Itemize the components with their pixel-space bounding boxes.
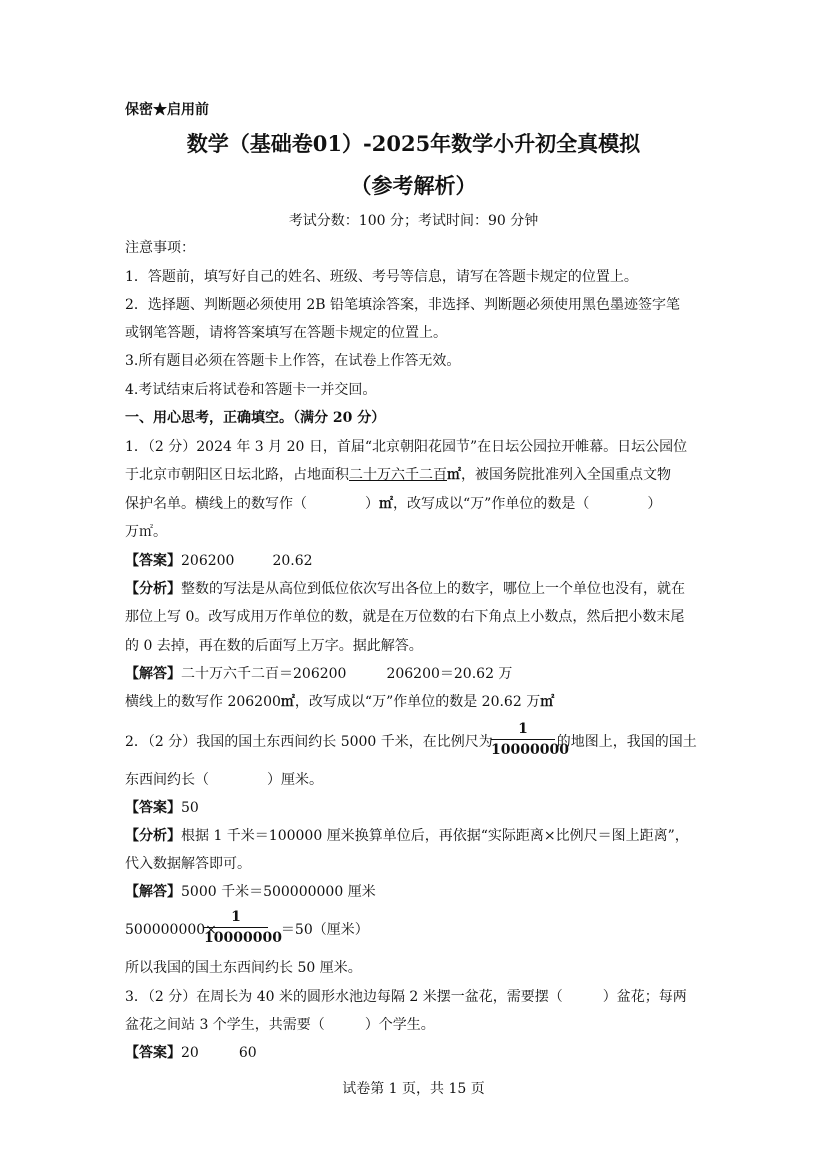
q3-answer — [125, 1043, 257, 1063]
q2-answer-value: 50 — [181, 800, 199, 816]
q3-answer-2: 60 — [238, 1045, 257, 1061]
q1-analysis-line3: 的 0 去掉，再在数的后面写上万字。据此解答。 — [125, 638, 423, 654]
q1-analysis-label: 【分析】 — [125, 581, 181, 597]
notice-item-2-line2: 或钢笔答题，请将答案填写在答题卡规定的位置上。 — [125, 325, 447, 341]
notice-item-4: 4.考试结束后将试卷和答题卡一并交回。 — [125, 382, 377, 398]
q1-conclusion-a: 横线上的数写作 206200 — [125, 694, 281, 710]
q1-solution-label: 【解答】 — [125, 666, 181, 682]
q2-line2-text-a: 东西间约长（ — [125, 772, 209, 788]
q1-line3: 保护名单。横线上的数写作（ ）㎡，改写成以“万”作单位的数是（ ） — [125, 496, 662, 512]
q2-answer-label: 【答案】 — [125, 800, 181, 816]
q2-calc-fraction-bar — [204, 927, 268, 928]
page-title: 数学（基础卷01）-2025年数学小升初全真模拟 — [186, 131, 641, 156]
q2-line1-text-a: 2．（2 分）我国的国土东西间约长 5000 千米，在比例尺为 — [125, 734, 493, 750]
q1-conclusion — [125, 692, 554, 712]
q2-line2 — [125, 770, 323, 790]
q1-conclusion-b: ，改写成以“万”作单位的数是 20.62 万 — [294, 694, 541, 710]
q1-solution-b: 206200＝20.62 万 — [386, 666, 513, 682]
q1-line2-text-a: 于北京市朝阳区日坛北路，占地面积 — [125, 467, 349, 483]
q2-calc-a: 500000000× — [125, 922, 217, 938]
q1-line2-text-b: ，被国务院批准列入全国重点文物 — [461, 467, 671, 483]
q2-solution-text: 5000 千米＝500000000 厘米 — [181, 884, 376, 900]
q1-line3-text-b: ，改写成以“万”作单位的数是（ — [393, 496, 590, 512]
q2-solution-label: 【解答】 — [125, 884, 181, 900]
q1-line2 — [125, 465, 671, 485]
q3-line2-text-b: ）个学生。 — [364, 1017, 435, 1033]
page-subtitle: （参考解析） — [350, 173, 477, 198]
section-heading: 一、用心思考，正确填空。（满分 20 分） — [125, 410, 386, 426]
q2-answer — [125, 798, 199, 818]
q1-line3-text-a: 保护名单。横线上的数写作（ — [125, 496, 307, 512]
page-footer: 试卷第 1 页，共 15 页 — [342, 1081, 485, 1097]
q1-analysis-text1: 整数的写法是从高位到低位依次写出各位上的数字，哪位上一个单位也没有，就在 — [181, 581, 685, 597]
q2-solution — [125, 882, 376, 902]
q1-solution-a: 二十万六千二百＝206200 — [181, 666, 347, 682]
q1-analysis-line1 — [125, 579, 685, 599]
q2-calc-denominator: 10000000 — [204, 930, 282, 946]
q2-analysis-line1 — [125, 826, 689, 846]
q1-answer — [125, 551, 313, 571]
q1-line1: 1．（2 分）2024 年 3 月 20 日，首届“北京朝阳花园节”在日坛公园拉开帷幕。日坛公园位 — [125, 439, 688, 455]
q2-line2-text-b: ）厘米。 — [267, 772, 323, 788]
q3-line1-text-b: ）盆花；每两 — [602, 989, 687, 1005]
notice-item-1: 1．答题前，填写好自己的姓名、班级、考号等信息，请写在答题卡规定的位置上。 — [125, 269, 638, 285]
q2-line1-text-b: 的地图上，我国的国土 — [556, 734, 697, 750]
q2-analysis-text1: 根据 1 千米＝100000 厘米换算单位后，再依据“实际距离×比例尺＝图上距离”， — [181, 828, 689, 844]
q3-line2 — [125, 1015, 435, 1035]
q3-answer-label: 【答案】 — [125, 1045, 181, 1061]
q2-fraction-denominator: 10000000 — [491, 742, 569, 758]
exam-info: 考试分数：100 分；考试时间：90 分钟 — [288, 213, 539, 229]
notice-item-2-line1: 2．选择题、判断题必须使用 2B 铅笔填涂答案，非选择、判断题必须使用黑色墨迹签字笔 — [125, 297, 681, 313]
q1-line4: 万㎡。 — [125, 524, 167, 540]
q2-line1 — [125, 732, 697, 752]
q1-line3-unit: ㎡ — [379, 496, 393, 512]
q1-analysis-line2: 那位上写 0。改写成用万作单位的数，就是在万位数的右下角点上小数点，然后把小数末尾 — [125, 609, 685, 625]
q1-answer-label: 【答案】 — [125, 553, 181, 569]
q3-line1 — [125, 987, 687, 1007]
q2-analysis-label: 【分析】 — [125, 828, 181, 844]
q2-scale-fraction — [491, 720, 569, 759]
q1-answer-1: 206200 — [181, 553, 235, 569]
notice-item-3: 3.所有题目必须在答题卡上作答，在试卷上作答无效。 — [125, 353, 461, 369]
confidential-label: 保密★启用前 — [125, 102, 209, 118]
q2-fraction-numerator: 1 — [518, 721, 528, 737]
q2-analysis-line2: 代入数据解答即可。 — [125, 856, 251, 872]
q1-conclusion-unit: ㎡ — [280, 694, 295, 710]
q1-conclusion-unit2: ㎡ — [540, 694, 555, 710]
q1-solution — [125, 664, 512, 684]
q2-calc-fraction — [204, 908, 282, 947]
q3-line1-text-a: 3．（2 分）在周长为 40 米的圆形水池边每隔 2 米摆一盆花，需要摆（ — [125, 989, 563, 1005]
q1-line3-text-c: ） — [647, 496, 662, 512]
q1-underlined-number: 二十万六千二百 — [349, 467, 447, 483]
q1-answer-2: 20.62 — [272, 553, 313, 569]
q3-line2-text-a: 盆花之间站 3 个学生，共需要（ — [125, 1017, 325, 1033]
notice-heading: 注意事项： — [125, 240, 195, 256]
q1-unit: ㎡ — [447, 467, 461, 483]
q3-answer-1: 20 — [181, 1045, 199, 1061]
q2-fraction-bar — [491, 739, 555, 740]
q2-calc-b: ＝50（厘米） — [280, 922, 369, 938]
q2-conclusion: 所以我国的国土东西间约长 50 厘米。 — [125, 960, 362, 976]
q2-calc-numerator: 1 — [231, 909, 241, 925]
